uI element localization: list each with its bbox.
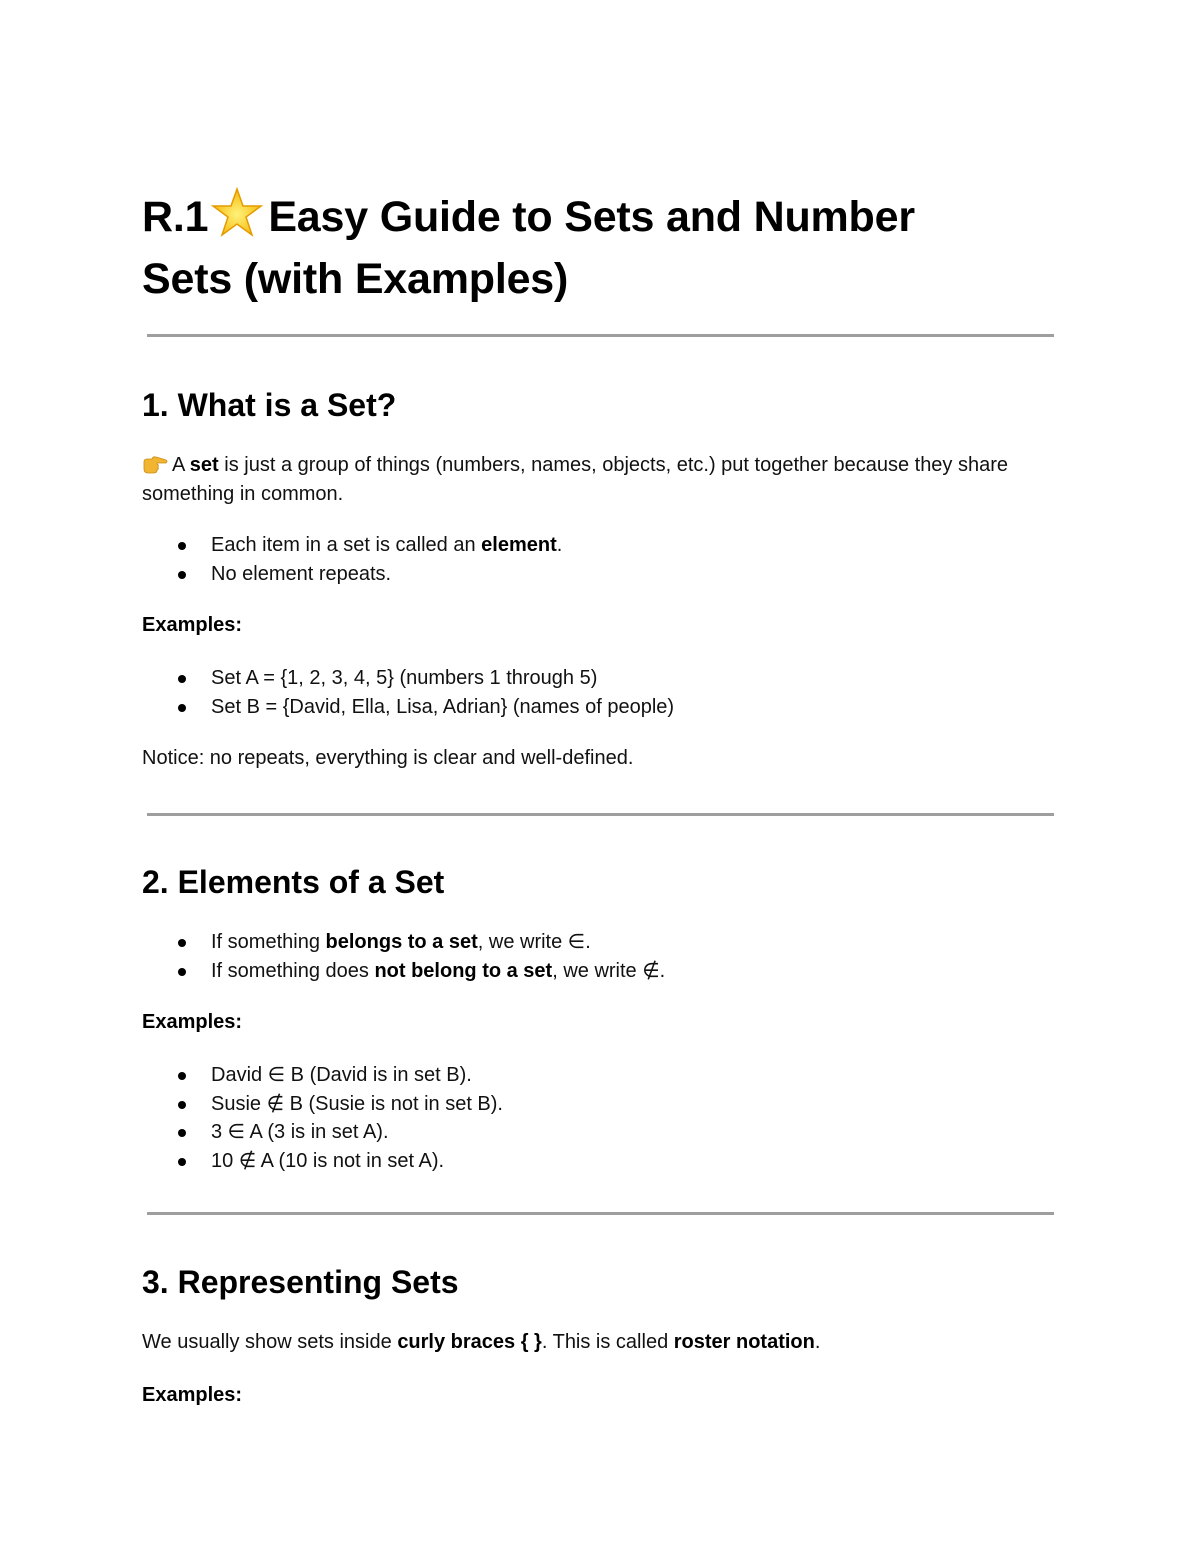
examples-label: Examples: (142, 614, 243, 636)
section-heading-elements-of-a-set: 2. Elements of a Set (142, 864, 445, 900)
bullet-dot (178, 542, 186, 550)
section-heading-representing-sets: 3. Representing Sets (142, 1264, 459, 1300)
section2-examples-list (142, 1061, 503, 1175)
bullet-dot (178, 704, 186, 712)
bullet-dot (178, 675, 186, 683)
bullet-dot (178, 968, 186, 976)
notice-paragraph: Notice: no repeats, everything is clear and well-defined. (142, 747, 634, 769)
bullet-dot (178, 1158, 186, 1166)
list-item: 10 ∉ A (10 is not in set A). (142, 1147, 503, 1176)
section2-bullet-list (142, 928, 665, 985)
examples-label: Examples: (142, 1384, 243, 1406)
list-item: Set A = {1, 2, 3, 4, 5} (numbers 1 through 5) (142, 664, 674, 693)
bullet-dot (178, 571, 186, 579)
examples-label: Examples: (142, 1011, 243, 1033)
term-belongs-to-a-set: belongs to a set (325, 931, 478, 953)
list-item: 3 ∈ A (3 is in set A). (142, 1118, 503, 1147)
bullet-dot (178, 1101, 186, 1109)
list-item: Each item in a set is called an element. (142, 531, 562, 560)
section1-intro-paragraph: A set is just a group of things (numbers, names, objects, etc.) put together because they share something in common. (142, 454, 1009, 505)
title-line1-text: Easy Guide to Sets and Number (268, 193, 915, 241)
section1-examples-list (142, 664, 674, 721)
star-icon (210, 187, 264, 237)
list-item: If something belongs to a set, we write ∈. (142, 928, 665, 957)
page-title (142, 186, 1054, 310)
title-prefix: R.1 (142, 193, 209, 241)
term-curly-braces: curly braces { } (397, 1331, 542, 1353)
section1-bullet-list (142, 531, 562, 588)
list-item: Susie ∉ B (Susie is not in set B). (142, 1090, 503, 1119)
section3-intro-paragraph: We usually show sets inside curly braces { }. This is called roster notation. (142, 1331, 821, 1353)
list-item: If something does not belong to a set, we write ∉. (142, 957, 665, 986)
bullet-dot (178, 1129, 186, 1137)
bullet-dot (178, 1072, 186, 1080)
list-item: No element repeats. (142, 560, 562, 589)
pointing-hand-icon (142, 454, 168, 474)
term-roster-notation: roster notation (673, 1331, 815, 1353)
horizontal-rule (147, 334, 1054, 337)
term-element: element (481, 534, 557, 556)
section-heading-what-is-a-set: 1. What is a Set? (142, 387, 397, 423)
term-not-belong-to-a-set: not belong to a set (374, 959, 553, 982)
horizontal-rule (147, 1212, 1054, 1215)
title-line2-text: Sets (with Examples) (142, 255, 569, 303)
bullet-dot (178, 939, 186, 947)
list-item: David ∈ B (David is in set B). (142, 1061, 503, 1090)
list-item: Set B = {David, Ella, Lisa, Adrian} (names of people) (142, 693, 674, 722)
horizontal-rule (147, 813, 1054, 816)
term-set: set (189, 454, 219, 476)
